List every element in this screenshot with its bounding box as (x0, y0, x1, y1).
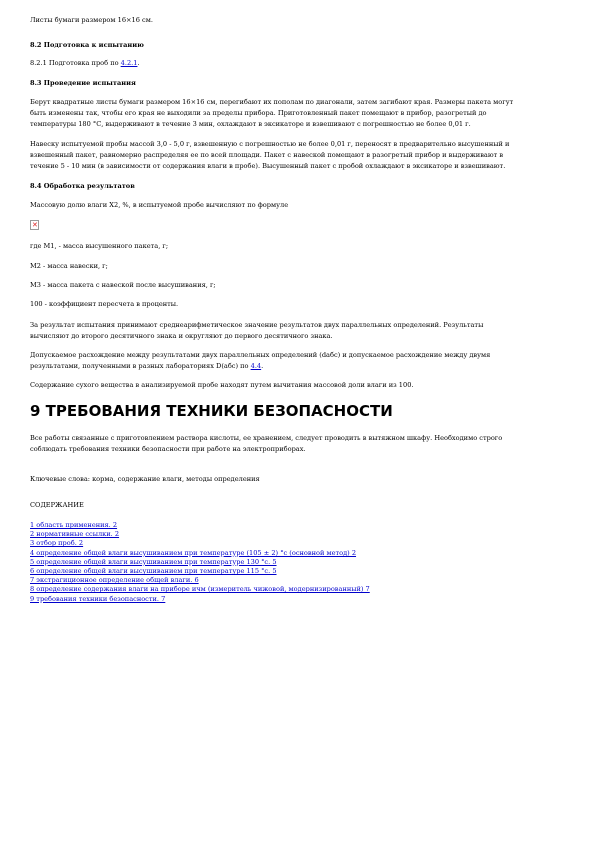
para-2-line-2: взвешенный пакет, равномерно распределяя ее по всей площади. Пакет с навеской помещают в разогретый прибор и выдерживают в (30, 151, 504, 159)
para-6: Содержание сухого вещества в анализируемой пробе находят путем вычитания массовой доли влаги из 100. (30, 381, 414, 389)
para-1-line-2: быть изменены так, чтобы его края не выходили за пределы прибора. Приготовленный пакет помещают в прибор, разогретый до (30, 109, 487, 117)
toc-title: СОДЕРЖАНИЕ (30, 501, 84, 509)
para-4-line-2: вычисляют до второго десятичного знака и округляют до первого десятичного знака. (30, 332, 333, 340)
toc-item-4[interactable]: 4 определение общей влаги высушиванием при температуре (105 ± 2) °с (основной метод) 2 (30, 548, 357, 557)
para-5-line-1: Допускаемое расхождение между результатами двух параллельных определений (dабс) и допускаемое расхождение между двумя (30, 351, 491, 359)
toc-item-1[interactable]: 1 область применения. 2 (30, 521, 118, 529)
where-m1: где М1, - масса высушенного пакета, г; (30, 242, 169, 250)
where-m2: М2 - масса навески, г; (30, 262, 108, 270)
table-of-contents (30, 521, 570, 604)
broken-image-icon: ✕ (32, 221, 38, 229)
toc-item-9[interactable]: 9 требования техники безопасности. 7 (30, 594, 166, 603)
para-5-line-2-text: результатами, полученными в разных лабораториях D(абс) по (30, 362, 251, 370)
section-8-2-1-text: 8.2.1 Подготовка проб по (30, 59, 121, 67)
toc-item-6[interactable]: 6 определение общей влаги высушиванием при температуре 115 °с. 5 (30, 567, 277, 576)
para-1-line-1: Берут квадратные листы бумаги размером 16×16 см, перегибают их пополам по диагонали, затем загибают края. Размеры пакета могут (30, 98, 514, 106)
toc-item-5[interactable]: 5 определение общей влаги высушиванием при температуре 130 °с. 5 (30, 557, 277, 566)
para-4-line-1: За результат испытания принимают среднеарифметическое значение результатов двух параллельных определений. Результаты (30, 321, 484, 329)
section-8-3-heading: 8.3 Проведение испытания (30, 79, 136, 87)
toc-item-7[interactable]: 7 экстрагиционное определение общей влаги. 6 (30, 576, 199, 585)
toc-item-3[interactable]: 3 отбор проб. 2 (30, 539, 84, 548)
link-4-2-1[interactable]: 4.2.1 (120, 59, 138, 67)
para-2-line-1: Навеску испытуемой пробы массой 3,0 - 5,0 г, взвешенную с погрешностью не более 0,01 г, переносят в предварительно высушенный и (30, 140, 510, 148)
para-5-line-2 (30, 361, 570, 371)
para-7-line-1: Все работы связанные с приготовлением раствора кислоты, ее хранением, следует проводить в вытяжном шкафу. Необходимо строго (30, 434, 503, 442)
section-8-2-1-line (30, 58, 570, 68)
para-7-line-2: соблюдать требования техники безопасности при работе на электроприборах. (30, 445, 306, 453)
para-2-line-3: течение 5 - 10 мин (в зависимости от содержания влаги в пробе). Высушенный пакет с пробой охлаждают в эксикаторе и взвешивают. (30, 162, 506, 170)
where-100: 100 - коэффициент пересчета в проценты. (30, 300, 179, 308)
link-4-4[interactable]: 4.4 (250, 362, 262, 370)
section-9-heading: 9 ТРЕБОВАНИЯ ТЕХНИКИ БЕЗОПАСНОСТИ (30, 402, 393, 420)
keywords-line: Ключевые слова: корма, содержание влаги, методы определения (30, 475, 260, 483)
section-8-2-heading: 8.2 Подготовка к испытанию (30, 41, 144, 49)
para-5-line-2-suffix: . (261, 362, 264, 370)
section-8-4-heading: 8.4 Обработка результатов (30, 182, 135, 190)
toc-item-8[interactable]: 8 определение содержания влаги на приборе ичм (измеритель чижовой, модернизированный) 7 (30, 585, 370, 594)
formula-intro: Массовую долю влаги Х2, %, в испытуемой пробе вычисляют по формуле (30, 201, 289, 209)
toc-item-2[interactable]: 2 нормативные ссылки. 2 (30, 530, 120, 539)
paper-sheets-line: Листы бумаги размером 16×16 см. (30, 16, 153, 24)
formula-image (30, 220, 39, 230)
section-8-2-1-suffix: . (137, 59, 140, 67)
para-1-line-3: температуры 180 °С, выдерживают в течение 3 мин, охлаждают в эксикаторе и взвешивают с погрешностью не более 0,01 г. (30, 120, 471, 128)
where-m3: М3 - масса пакета с навеской после высушивания, г; (30, 281, 216, 289)
